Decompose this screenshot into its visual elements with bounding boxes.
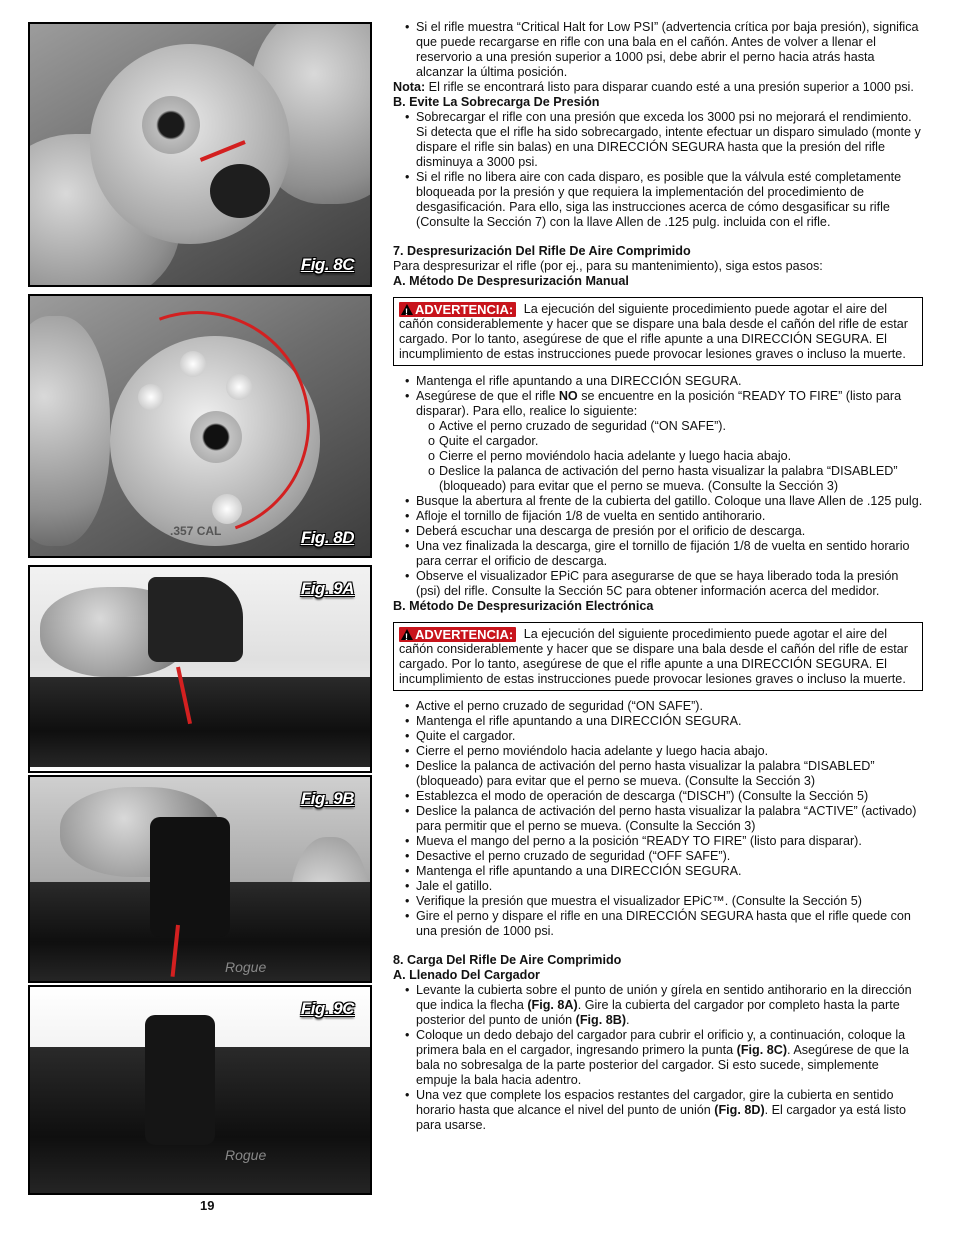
- magazine-hub: [142, 96, 200, 154]
- warning-badge: [399, 302, 516, 317]
- magazine-fill-heading: A. Llenado Del Cargador: [393, 968, 540, 982]
- electronic-bullet-13: • Gire el perno y dispare el rifle en una DIRECCIÓN SEGURA hasta que el rifle quede con una presión de 1000 psi.: [393, 909, 923, 939]
- magazine-cover: [145, 1015, 215, 1145]
- manual-bullet-2-pre: Asegúrese de que el rifle: [416, 389, 559, 403]
- fig-8c-ref: (Fig. 8C): [736, 1043, 788, 1057]
- fig-8d-label: Fig. 8D: [300, 528, 354, 547]
- loading-bullet-1-text: Levante la cubierta sobre el punto de unión y gírela en sentido antihorario en la dirección que indica la flecha: [416, 983, 912, 1012]
- fig-9a-label: Fig. 9A: [300, 579, 354, 598]
- note-label: Nota:: [393, 80, 426, 94]
- electronic-bullet-8: • Mueva el mango del perno a la posición “READY TO FIRE” (listo para disparar).: [393, 834, 923, 849]
- note-text: El rifle se encontrará listo para disparar cuando esté a una presión superior a 1000 psi.: [425, 80, 914, 94]
- warning-box-electronic: [393, 622, 923, 691]
- manual-bullet-4: • Afloje el tornillo de fijación 1/8 de vuelta en sentido antihorario.: [393, 509, 923, 524]
- loading-bullet-1-end: .: [626, 1013, 630, 1027]
- warning-badge: [399, 627, 516, 642]
- electronic-bullet-7: • Deslice la palanca de activación del perno hasta visualizar la palabra “ACTIVE” (activado) para permitir que el perno se mueva. (Consulte la Sección 3): [393, 804, 923, 834]
- manual-sub-4: o Deslice la palanca de activación del perno hasta visualizar la palabra “DISABLED” (bloqueado) para evitar que el perno se mueva. (Consulte la Sección 3): [393, 464, 923, 494]
- electronic-bullet-1: • Active el perno cruzado de seguridad (“ON SAFE”).: [393, 699, 923, 714]
- manual-bullet-1: • Mantenga el rifle apuntando a una DIRECCIÓN SEGURA.: [393, 374, 923, 389]
- bullet-critical-halt: • Si el rifle muestra “Critical Halt for Low PSI” (advertencia crítica por baja presión), significa que puede recargarse en rifle con una bala en el cañón. Antes de volver a llenar el reservorio a una presión superior a 1000 psi, debe abrir el perno hacia atrás hasta alcanzar la última posición.: [393, 20, 923, 80]
- section-8-heading: 8. Carga Del Rifle De Aire Comprimido: [393, 953, 622, 967]
- manual-bullet-2-no: NO: [558, 389, 578, 403]
- loading-bullet-2: [393, 1028, 923, 1088]
- pellet-slot: [210, 164, 270, 218]
- electronic-bullet-11: • Jale el gatillo.: [393, 879, 923, 894]
- loading-bullet-3-end: . El cargador ya está listo para usarse.: [416, 1103, 907, 1132]
- section-b-bullet-1: • Sobrecargar el rifle con una presión que exceda los 3000 psi no mejorará el rendimiento. Si detecta que el rifle ha sido sobrecargado, intente efectuar un disparo simulado (monte y dispare el rifle sin balas) en una DIRECCIÓN SEGURA hasta que la presión del rifle disminuya a 3000 psi.: [393, 110, 923, 170]
- manual-bullet-5: • Deberá escuchar una descarga de presión por el orificio de descarga.: [393, 524, 923, 539]
- rifle-rail: [30, 677, 370, 767]
- warning-text: La ejecución del siguiente procedimiento puede agotar el aire del cañón considerablemente y hacer que se dispare una bala desde el cañón del rifle de estar cargado. Por lo tanto, asegúrese de que el rifle apunte a una DIRECCIÓN SEGURA. El incumplimiento de estas instrucciones puede provocar lesiones graves o incluso la muerte.: [399, 627, 908, 686]
- figure-8d: [28, 294, 372, 558]
- warning-label: ADVERTENCIA:: [415, 627, 514, 642]
- warning-label: ADVERTENCIA:: [415, 302, 514, 317]
- manual-bullet-7: • Observe el visualizador EPiC para asegurarse de que se haya liberado toda la presión (psi) del rifle. Consulte la Sección 5C para obtener información acerca del medidor.: [393, 569, 923, 599]
- electronic-bullet-3: • Quite el cargador.: [393, 729, 923, 744]
- loading-bullet-3: [393, 1088, 923, 1133]
- warning-box-manual: [393, 297, 923, 366]
- figure-9c: [28, 985, 372, 1195]
- fig-8c-label: Fig. 8C: [300, 255, 354, 274]
- loading-bullet-1-mid: . Gire la cubierta del cargador por completo hasta la parte posterior del punto de unión: [416, 998, 900, 1027]
- section-b-heading: B. Evite La Sobrecarga De Presión: [393, 95, 600, 109]
- fig-8d-ref: (Fig. 8D): [714, 1103, 765, 1117]
- figure-9b: [28, 775, 372, 983]
- magazine-cover: [148, 577, 243, 662]
- magazine-cover: [150, 817, 230, 937]
- manual-sub-2: o Quite el cargador.: [393, 434, 923, 449]
- electronic-bullet-6: • Establezca el modo de operación de descarga (“DISCH”) (Consulte la Sección 5): [393, 789, 923, 804]
- rail-brand: Rogue: [225, 1147, 267, 1163]
- loading-bullet-1: [393, 983, 923, 1028]
- electronic-bullet-9: • Desactive el perno cruzado de seguridad (“OFF SAFE”).: [393, 849, 923, 864]
- section-7-intro: Para despresurizar el rifle (por ej., para su mantenimiento), siga estos pasos:: [393, 259, 823, 273]
- fig-8b-ref: (Fig. 8B): [575, 1013, 627, 1027]
- manual-sub-3: o Cierre el perno moviéndolo hacia adelante y luego hacia abajo.: [393, 449, 923, 464]
- electronic-bullet-12: • Verifique la presión que muestra el visualizador EPiC™. (Consulte la Sección 5): [393, 894, 923, 909]
- loading-bullet-2-end: . Asegúrese de que la bala no sobresalga de la parte posterior del cargador. Si esto sucede, simplemente empuje la bala hacia adentro.: [416, 1043, 909, 1087]
- electronic-bullet-4: • Cierre el perno moviéndolo hacia adelante y luego hacia abajo.: [393, 744, 923, 759]
- section-b-bullet-2: • Si el rifle no libera aire con cada disparo, es posible que la válvula esté completamente bloqueada por la presión y que requiera la implementación del procedimiento de desgasificación. Para ello, siga las instrucciones acerca de cómo desgasificar su rifle (Consulte la Sección 7) con la llave Allen de .125 pulg. incluida con el rifle.: [393, 170, 923, 230]
- manual-sub-1: o Active el perno cruzado de seguridad (“ON SAFE”).: [393, 419, 923, 434]
- fig-9c-label: Fig. 9C: [300, 999, 354, 1018]
- warning-text: La ejecución del siguiente procedimiento puede agotar el aire del cañón considerablemente y hacer que se dispare una bala desde el cañón del rifle de estar cargado. Por lo tanto, asegúrese de que el rifle apunte a una DIRECCIÓN SEGURA. El incumplimiento de estas instrucciones puede provocar lesiones graves o incluso la muerte.: [399, 302, 908, 361]
- caliber-text: .357 CAL: [170, 524, 222, 538]
- electronic-bullet-2: • Mantenga el rifle apuntando a una DIRECCIÓN SEGURA.: [393, 714, 923, 729]
- figure-9a: [28, 565, 372, 773]
- section-7-heading: 7. Despresurización Del Rifle De Aire Comprimido: [393, 244, 691, 258]
- fig-8a-ref: (Fig. 8A): [527, 998, 578, 1012]
- manual-bullet-6: • Una vez finalizada la descarga, gire el tornillo de fijación 1/8 de vuelta en sentido horario para cerrar el orificio de descarga.: [393, 539, 923, 569]
- rail-brand: Rogue: [225, 959, 267, 975]
- fig-9b-label: Fig. 9B: [300, 789, 354, 808]
- electronic-bullet-10: • Mantenga el rifle apuntando a una DIRECCIÓN SEGURA.: [393, 864, 923, 879]
- manual-bullet-2-post: se encuentre en la posición “READY TO FIRE” (listo para disparar). Para ello, realice lo siguiente:: [416, 389, 902, 418]
- warning-triangle-icon: [401, 304, 413, 315]
- page-number: 19: [200, 1198, 215, 1213]
- manual-bullet-3: • Busque la abertura al frente de la cubierta del gatillo. Coloque una llave Allen de .125 pulg.: [393, 494, 923, 509]
- loading-bullet-3-text: Una vez que complete los espacios restantes del cargador, gire la cubierta en sentido horario hasta que alcance el nivel del punto de unión: [416, 1088, 894, 1117]
- warning-triangle-icon: [401, 629, 413, 640]
- loading-bullet-2-text: Coloque un dedo debajo del cargador para cubrir el orificio y, a continuación, coloque la primera bala en el cargador, ingresando primero la punta: [416, 1028, 906, 1057]
- electronic-bullet-5: • Deslice la palanca de activación del perno hasta visualizar la palabra “DISABLED” (bloqueado) para evitar que el perno se mueva. (Consulte la Sección 3): [393, 759, 923, 789]
- electronic-method-heading: B. Método De Despresurización Electrónica: [393, 599, 654, 613]
- manual-bullet-2: [393, 389, 923, 419]
- note: [393, 80, 923, 95]
- manual-method-heading: A. Método De Despresurización Manual: [393, 274, 629, 288]
- figure-8c: [28, 22, 372, 287]
- text-column: [393, 20, 923, 1133]
